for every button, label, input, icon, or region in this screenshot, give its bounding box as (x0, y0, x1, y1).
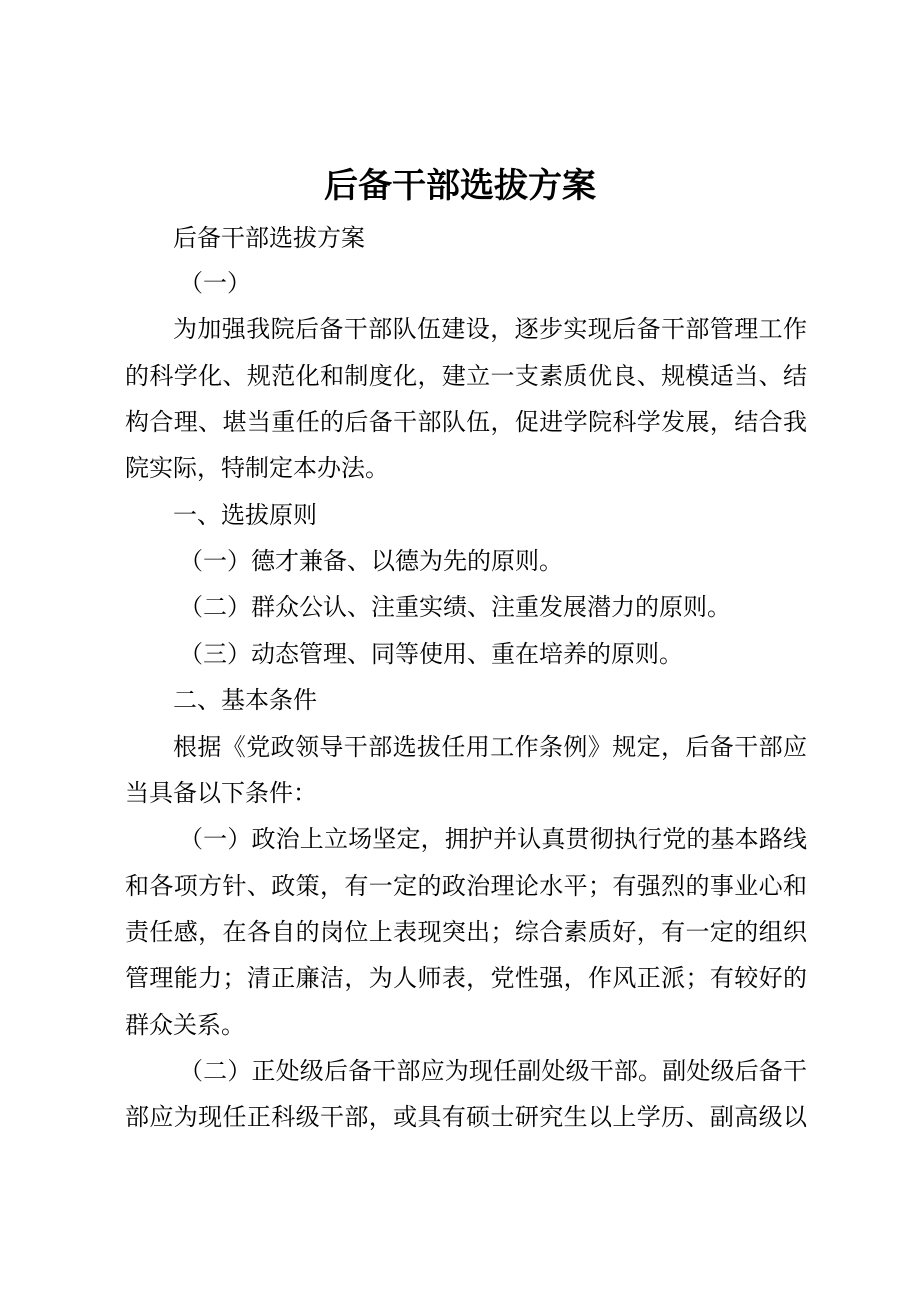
intro-line: 构合理、堪当重任的后备干部队伍，促进学院科学发展，结合我 (125, 408, 807, 436)
principle-item: （三）动态管理、同等使用、重在培养的原则。 (179, 640, 683, 668)
principle-item: （二）群众公认、注重实绩、注重发展潜力的原则。 (179, 593, 731, 621)
document-subtitle: 后备干部选拔方案 (173, 224, 365, 252)
document-title: 后备干部选拔方案 (324, 166, 596, 206)
condition-item-line: 管理能力；清正廉洁，为人师表，党性强，作风正派；有较好的 (125, 964, 807, 992)
intro-line: 为加强我院后备干部队伍建设，逐步实现后备干部管理工作 (173, 315, 807, 343)
conditions-intro-line: 当具备以下条件： (125, 779, 317, 807)
conditions-intro-line: 根据《党政领导干部选拔任用工作条例》规定，后备干部应 (173, 733, 807, 761)
intro-line: 院实际，特制定本办法。 (125, 454, 389, 482)
principles-heading: 一、选拔原则 (173, 501, 317, 529)
section-number: （一） (179, 269, 251, 297)
conditions-heading: 二、基本条件 (173, 686, 317, 714)
condition-item-line: （二）正处级后备干部应为现任副处级干部。副处级后备干 (179, 1057, 807, 1085)
intro-line: 的科学化、规范化和制度化，建立一支素质优良、规模适当、结 (125, 362, 807, 390)
condition-item-line: （一）政治上立场坚定，拥护并认真贯彻执行党的基本路线 (179, 825, 807, 853)
condition-item-line: 和各项方针、政策，有一定的政治理论水平；有强烈的事业心和 (125, 872, 807, 900)
condition-item-line: 部应为现任正科级干部，或具有硕士研究生以上学历、副高级以 (125, 1103, 807, 1131)
principle-item: （一）德才兼备、以德为先的原则。 (179, 547, 563, 575)
condition-item-line: 责任感，在各自的岗位上表现突出；综合素质好，有一定的组织 (125, 918, 807, 946)
condition-item-line: 群众关系。 (125, 1011, 245, 1039)
